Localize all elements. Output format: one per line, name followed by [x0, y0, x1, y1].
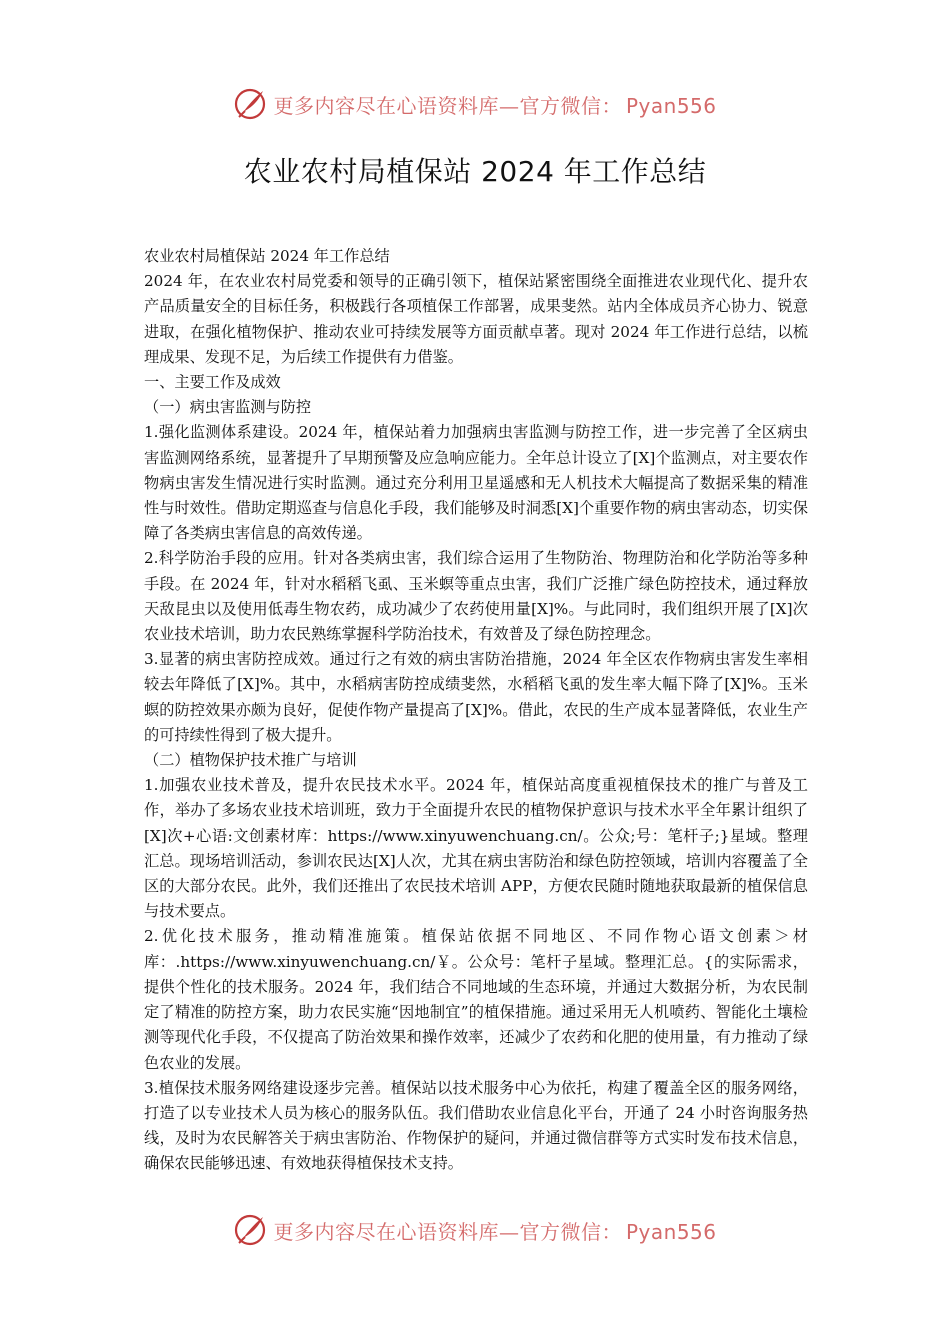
footer-banner	[0, 1208, 950, 1252]
paragraph: 2.优化技术服务，推动精准施策。植保站依据不同地区、不同作物心语文创素＞材库：.https://www.xinyuwenchuang.cn/￥。公众号：笔杆子星域。整理汇总。{的实际需求，提供个性化的技术服务。2024 年，我们结合不同地域的生态环境，并通过大数据分析，为农民制定了精准的防控方案，助力农民实施“因地制宜”的植保措施。通过采用无人机喷药、智能化土壤检测等现代化手段，不仅提高了防治效果和操作效率，还减少了农药和化肥的使用量，有力推动了绿色农业的发展。	[144, 927, 808, 1072]
document-body	[144, 244, 808, 1177]
subsection-heading: （二）植物保护技术推广与培训	[144, 751, 357, 770]
quill-logo-icon	[233, 87, 267, 121]
paragraph: 2.科学防治手段的应用。针对各类病虫害，我们综合运用了生物防治、物理防治和化学防治等多种手段。在 2024 年，针对水稻稻飞虱、玉米螟等重点虫害，我们广泛推广绿色防控技术，通过释放天敌昆虫以及使用低毒生物农药，成功减少了农药使用量[X]%。与此同时，我们组织开展了[X]次农业技术培训，助力农民熟练掌握科学防治技术，有效普及了绿色防控理念。	[144, 549, 808, 644]
paragraph: 2024 年，在农业农村局党委和领导的正确引领下，植保站紧密围绕全面推进农业现代化、提升农产品质量安全的目标任务，积极践行各项植保工作部署，成果斐然。站内全体成员齐心协力、锐意进取，在强化植物保护、推动农业可持续发展等方面贡献卓著。现对 2024 年工作进行总结，以梳理成果、发现不足，为后续工作提供有力借鉴。	[144, 272, 808, 366]
header-banner	[0, 82, 950, 126]
banner-text: 更多内容尽在心语资料库—官方微信： Pyan556	[273, 93, 717, 118]
paragraph: 农业农村局植保站 2024 年工作总结	[144, 247, 390, 265]
banner-text: 更多内容尽在心语资料库—官方微信： Pyan556	[273, 1219, 717, 1244]
paragraph: 3.显著的病虫害防控成效。通过行之有效的病虫害防治措施，2024 年全区农作物病虫害发生率相较去年降低了[X]%。其中，水稻病害防控成绩斐然，水稻稻飞虱的发生率大幅下降了[X]%。玉米螟的防控效果亦颇为良好，促使作物产量提高了[X]%。借此，农民的生产成本显著降低，农业生产的可持续性得到了极大提升。	[144, 650, 808, 744]
wechat-id: Pyan556	[625, 93, 717, 118]
document-title: 农业农村局植保站 2024 年工作总结	[243, 155, 707, 188]
paragraph: 1.加强农业技术普及，提升农民技术水平。2024 年，植保站高度重视植保技术的推广与普及工作，举办了多场农业技术培训班，致力于全面提升农民的植物保护意识与技术水平全年累计组织了[X]次+心语:文创素材库：https://www.xinyuwenchuang.cn/。公众;号：笔杆子;}星域。整理汇总。现场培训活动，参训农民达[X]人次，尤其在病虫害防治和绿色防控领域，培训内容覆盖了全区的大部分农民。此外，我们还推出了农民技术培训 APP，方便农民随时随地获取最新的植保信息与技术要点。	[144, 776, 808, 921]
quill-logo-icon	[233, 1213, 267, 1247]
paragraph: 1.强化监测体系建设。2024 年，植保站着力加强病虫害监测与防控工作，进一步完善了全区病虫害监测网络系统，显著提升了早期预警及应急响应能力。全年总计设立了[X]个监测点，对主要农作物病虫害发生情况进行实时监测。通过充分利用卫星遥感和无人机技术大幅提高了数据采集的精准性与时效性。借助定期巡查与信息化手段，我们能够及时洞悉[X]个重要作物的病虫害动态，切实保障了各类病虫害信息的高效传递。	[144, 423, 808, 543]
subsection-heading: （一）病虫害监测与防控	[144, 398, 312, 417]
paragraph: 3.植保技术服务网络建设逐步完善。植保站以技术服务中心为依托，构建了覆盖全区的服务网络，打造了以专业技术人员为核心的服务队伍。我们借助农业信息化平台，开通了 24 小时咨询服务热线，及时为农民解答关于病虫害防治、作物保护的疑问，并通过微信群等方式实时发布技术信息，确保农民能够迅速、有效地获得植保技术支持。	[144, 1078, 808, 1173]
section-heading: 一、主要工作及成效	[144, 373, 281, 392]
wechat-id: Pyan556	[625, 1219, 717, 1244]
